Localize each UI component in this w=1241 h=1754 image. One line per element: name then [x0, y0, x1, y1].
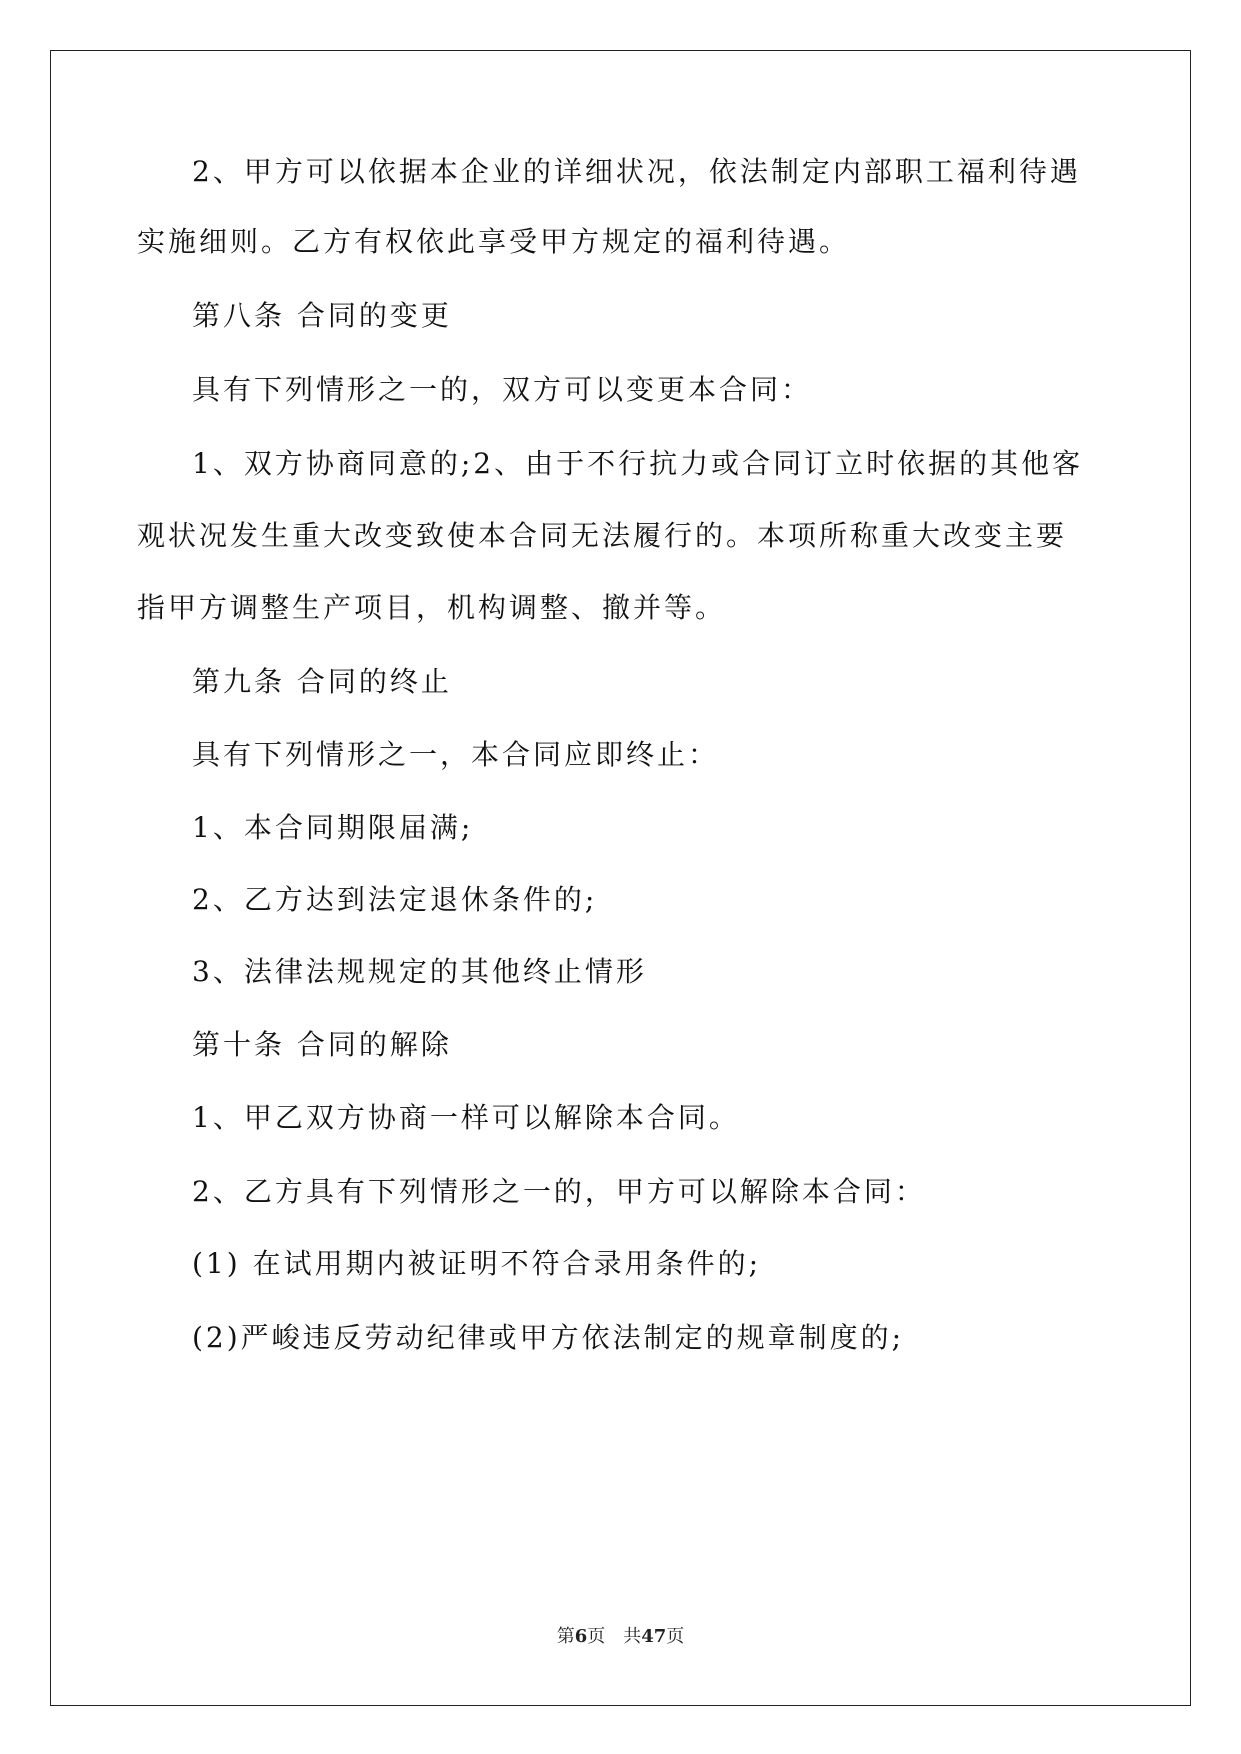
page-prefix: 第 [556, 1626, 575, 1647]
section-heading-9: 第九条 合同的终止 [192, 665, 452, 698]
section-heading-10: 第十条 合同的解除 [192, 1028, 452, 1061]
total-pages: 47 [641, 1626, 667, 1647]
paragraph-line: 1、双方协商同意的;2、由于不行抗力或合同订立时依据的其他客 [192, 447, 1084, 480]
paragraph-line: 观状况发生重大改变致使本合同无法履行的。本项所称重大改变主要 [137, 519, 1068, 552]
total-suffix: 页 [666, 1626, 685, 1647]
list-item: 1、甲乙双方协商一样可以解除本合同。 [192, 1101, 740, 1134]
paragraph-line: 指甲方调整生产项目，机构调整、撤并等。 [137, 591, 727, 624]
section-heading-8: 第八条 合同的变更 [192, 299, 452, 332]
list-item: 2、乙方具有下列情形之一的，甲方可以解除本合同： [192, 1175, 926, 1208]
paragraph-line: 具有下列情形之一的，双方可以变更本合同： [192, 373, 813, 406]
page-suffix: 页 [587, 1626, 606, 1647]
list-item: (2)严峻违反劳动纪律或甲方依法制定的规章制度的; [192, 1321, 905, 1354]
paragraph-line: 具有下列情形之一，本合同应即终止： [192, 738, 720, 771]
list-item: (1) 在试用期内被证明不符合录用条件的; [192, 1247, 761, 1280]
page-number: 6 [574, 1626, 588, 1647]
paragraph-line: 实施细则。乙方有权依此享受甲方规定的福利待遇。 [137, 225, 851, 258]
list-item: 3、法律法规规定的其他终止情形 [192, 955, 647, 988]
total-prefix: 共 [623, 1626, 642, 1647]
paragraph-line: 2、甲方可以依据本企业的详细状况，依法制定内部职工福利待遇 [192, 155, 1081, 188]
list-item: 2、乙方达到法定退休条件的; [192, 883, 598, 916]
page-footer [0, 1625, 1241, 1649]
list-item: 1、本合同期限届满; [192, 811, 474, 844]
